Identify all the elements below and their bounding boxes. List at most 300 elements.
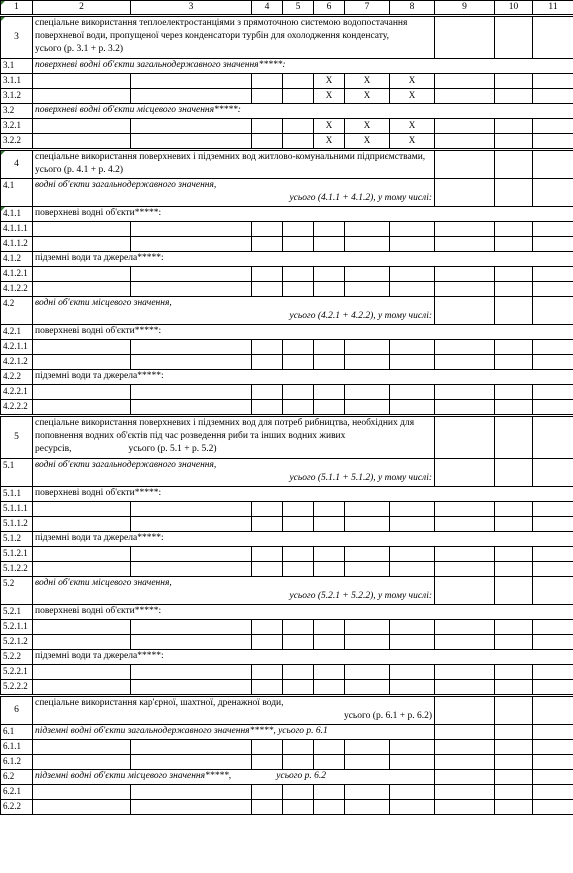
cell-2[interactable]	[33, 785, 131, 800]
cell-7[interactable]	[345, 340, 390, 355]
cell-11[interactable]	[533, 577, 573, 605]
cell-3[interactable]	[131, 562, 252, 577]
row-number: 4.2.2.2	[1, 400, 33, 416]
cell-4[interactable]	[252, 502, 283, 517]
cell-10[interactable]	[495, 119, 533, 134]
cell-11[interactable]	[533, 400, 573, 416]
cell-10[interactable]	[495, 502, 533, 517]
cell-6[interactable]	[314, 547, 345, 562]
cell-8[interactable]	[390, 517, 435, 532]
cell-7[interactable]	[345, 385, 390, 400]
cell-5[interactable]	[283, 517, 314, 532]
cell-3[interactable]	[131, 119, 252, 134]
cell-10[interactable]	[495, 355, 533, 370]
cell-11[interactable]	[533, 89, 573, 104]
cell-5[interactable]	[283, 665, 314, 680]
cell-7[interactable]	[345, 635, 390, 650]
cell-9[interactable]	[435, 282, 495, 297]
cell-9[interactable]	[435, 620, 495, 635]
cell-11[interactable]	[533, 517, 573, 532]
cell-3[interactable]	[131, 635, 252, 650]
cell-7[interactable]	[345, 222, 390, 237]
cell-4[interactable]	[252, 800, 283, 815]
col-header-7: 7	[345, 1, 390, 16]
cell-4[interactable]	[252, 385, 283, 400]
cell-2[interactable]	[33, 740, 131, 755]
cell-9[interactable]	[435, 222, 495, 237]
cell-10[interactable]	[495, 150, 533, 179]
cell-10[interactable]	[495, 755, 533, 770]
cell-3[interactable]	[131, 267, 252, 282]
row-number: 3	[1, 16, 33, 59]
cell-11[interactable]	[533, 740, 573, 755]
cell-5[interactable]	[283, 562, 314, 577]
row-number: 4.1.1.1	[1, 222, 33, 237]
cell-4[interactable]	[252, 222, 283, 237]
subsection-row-5.2.1	[1, 605, 573, 620]
cell-11[interactable]	[533, 16, 573, 59]
cell-9[interactable]	[435, 150, 495, 179]
cell-5[interactable]	[283, 635, 314, 650]
cell-11[interactable]	[533, 134, 573, 150]
cell-11[interactable]	[533, 297, 573, 325]
cell-11[interactable]	[533, 355, 573, 370]
cell-6[interactable]	[314, 267, 345, 282]
cell-9[interactable]	[435, 400, 495, 416]
cell-11[interactable]	[533, 680, 573, 696]
cell-8[interactable]	[390, 502, 435, 517]
row-number: 4.1	[1, 179, 33, 207]
cell-2[interactable]	[33, 400, 131, 416]
section-row-3	[1, 16, 573, 59]
row-number: 6.1.1	[1, 740, 33, 755]
x-mark: X	[345, 134, 390, 150]
cell-5[interactable]	[283, 547, 314, 562]
cell-5[interactable]	[283, 134, 314, 150]
cell-4[interactable]	[252, 355, 283, 370]
cell-2[interactable]	[33, 635, 131, 650]
cell-9[interactable]	[435, 755, 495, 770]
cell-8[interactable]	[390, 680, 435, 696]
row-number: 5.2.1.1	[1, 620, 33, 635]
cell-11[interactable]	[533, 150, 573, 179]
cell-9[interactable]	[435, 502, 495, 517]
cell-4[interactable]	[252, 267, 283, 282]
cell-10[interactable]	[495, 297, 533, 325]
cell-10[interactable]	[495, 89, 533, 104]
subsection-label: поверхневі водні об'єкти*****:	[33, 325, 573, 340]
cell-4[interactable]	[252, 785, 283, 800]
cell-2[interactable]	[33, 119, 131, 134]
cell-4[interactable]	[252, 89, 283, 104]
data-row-5.1.1.2	[1, 517, 573, 532]
cell-11[interactable]	[533, 785, 573, 800]
cell-10[interactable]	[495, 16, 533, 59]
cell-5[interactable]	[283, 800, 314, 815]
cell-3[interactable]	[131, 547, 252, 562]
cell-2[interactable]	[33, 665, 131, 680]
cell-11[interactable]	[533, 547, 573, 562]
cell-7[interactable]	[345, 620, 390, 635]
cell-6[interactable]	[314, 680, 345, 696]
cell-2[interactable]	[33, 547, 131, 562]
cell-5[interactable]	[283, 89, 314, 104]
cell-4[interactable]	[252, 340, 283, 355]
cell-8[interactable]	[390, 635, 435, 650]
data-row-3.1.1	[1, 74, 573, 89]
cell-2[interactable]	[33, 517, 131, 532]
cell-2[interactable]	[33, 355, 131, 370]
cell-9[interactable]	[435, 547, 495, 562]
cell-5[interactable]	[283, 74, 314, 89]
cell-8[interactable]	[390, 340, 435, 355]
cell-2[interactable]	[33, 680, 131, 696]
cell-10[interactable]	[495, 740, 533, 755]
cell-10[interactable]	[495, 416, 533, 459]
cell-9[interactable]	[435, 89, 495, 104]
cell-11[interactable]	[533, 416, 573, 459]
cell-9[interactable]	[435, 297, 495, 325]
cell-9[interactable]	[435, 740, 495, 755]
cell-10[interactable]	[495, 179, 533, 207]
cell-8[interactable]	[390, 237, 435, 252]
cell-5[interactable]	[283, 385, 314, 400]
cell-4[interactable]	[252, 635, 283, 650]
cell-8[interactable]	[390, 562, 435, 577]
cell-2[interactable]	[33, 385, 131, 400]
cell-10[interactable]	[495, 696, 533, 725]
cell-9[interactable]	[435, 355, 495, 370]
cell-9[interactable]	[435, 119, 495, 134]
cell-2[interactable]	[33, 267, 131, 282]
cell-9[interactable]	[435, 340, 495, 355]
data-row-6.1.1	[1, 740, 573, 755]
cell-3[interactable]	[131, 800, 252, 815]
cell-9[interactable]	[435, 179, 495, 207]
cell-9[interactable]	[435, 696, 495, 725]
cell-10[interactable]	[495, 635, 533, 650]
cell-2[interactable]	[33, 755, 131, 770]
cell-10[interactable]	[495, 785, 533, 800]
cell-11[interactable]	[533, 282, 573, 297]
subsection-label-text: підземні водні об'єкти місцевого значення*****,	[35, 771, 232, 781]
cell-9[interactable]	[435, 267, 495, 282]
cell-9[interactable]	[435, 459, 495, 487]
row-number: 4.2.1.1	[1, 340, 33, 355]
cell-8[interactable]	[390, 665, 435, 680]
col-header-3: 3	[131, 1, 252, 16]
cell-7[interactable]	[345, 267, 390, 282]
cell-3[interactable]	[131, 755, 252, 770]
cell-11[interactable]	[533, 502, 573, 517]
cell-8[interactable]	[390, 222, 435, 237]
cell-7[interactable]	[345, 547, 390, 562]
cell-11[interactable]	[533, 179, 573, 207]
cell-7[interactable]	[345, 502, 390, 517]
cell-10[interactable]	[495, 680, 533, 696]
cell-7[interactable]	[345, 785, 390, 800]
cell-4[interactable]	[252, 134, 283, 150]
cell-2[interactable]	[33, 562, 131, 577]
subsection-total: усього (4.2.1 + 4.2.2), у тому числі:	[289, 311, 432, 321]
cell-9[interactable]	[435, 16, 495, 59]
cell-3[interactable]	[131, 134, 252, 150]
cell-9[interactable]	[435, 800, 495, 815]
cell-8[interactable]	[390, 800, 435, 815]
cell-11[interactable]	[533, 459, 573, 487]
cell-2[interactable]	[33, 800, 131, 815]
cell-11[interactable]	[533, 340, 573, 355]
cell-10[interactable]	[495, 400, 533, 416]
subsection-row-4.2.2	[1, 370, 573, 385]
cell-3[interactable]	[131, 785, 252, 800]
cell-8[interactable]	[390, 740, 435, 755]
cell-10[interactable]	[495, 800, 533, 815]
cell-6[interactable]	[314, 400, 345, 416]
cell-2[interactable]	[33, 282, 131, 297]
cell-6[interactable]	[314, 237, 345, 252]
cell-3[interactable]	[131, 222, 252, 237]
row-number: 6.2.2	[1, 800, 33, 815]
cell-4[interactable]	[252, 562, 283, 577]
subsection-label: підземні води та джерела*****:	[33, 532, 573, 547]
cell-10[interactable]	[495, 770, 533, 785]
cell-8[interactable]	[390, 267, 435, 282]
cell-5[interactable]	[283, 222, 314, 237]
cell-10[interactable]	[495, 665, 533, 680]
cell-7[interactable]	[345, 237, 390, 252]
section-description	[33, 416, 435, 459]
cell-10[interactable]	[495, 134, 533, 150]
cell-6[interactable]	[314, 800, 345, 815]
row-number: 4.2.2	[1, 370, 33, 385]
cell-8[interactable]	[390, 282, 435, 297]
cell-10[interactable]	[495, 577, 533, 605]
cell-5[interactable]	[283, 502, 314, 517]
cell-3[interactable]	[131, 340, 252, 355]
cell-10[interactable]	[495, 562, 533, 577]
cell-11[interactable]	[533, 620, 573, 635]
cell-6[interactable]	[314, 785, 345, 800]
x-mark: X	[390, 74, 435, 89]
cell-11[interactable]	[533, 119, 573, 134]
row-number: 5.2	[1, 577, 33, 605]
cell-2[interactable]	[33, 89, 131, 104]
cell-10[interactable]	[495, 517, 533, 532]
subsection-row-5.1.2	[1, 532, 573, 547]
subsection-label-text: водні об'єкти загальнодержавного значення,	[35, 180, 217, 190]
cell-6[interactable]	[314, 755, 345, 770]
row-number: 5.2.2.1	[1, 665, 33, 680]
subsection-row-3.1	[1, 59, 573, 74]
cell-5[interactable]	[283, 740, 314, 755]
cell-10[interactable]	[495, 725, 533, 740]
cell-5[interactable]	[283, 400, 314, 416]
cell-9[interactable]	[435, 74, 495, 89]
cell-8[interactable]	[390, 547, 435, 562]
cell-6[interactable]	[314, 340, 345, 355]
cell-4[interactable]	[252, 400, 283, 416]
cell-11[interactable]	[533, 800, 573, 815]
cell-3[interactable]	[131, 620, 252, 635]
cell-7[interactable]	[345, 680, 390, 696]
cell-4[interactable]	[252, 740, 283, 755]
cell-7[interactable]	[345, 665, 390, 680]
subsection-label: підземні води та джерела*****:	[33, 370, 573, 385]
cell-11[interactable]	[533, 770, 573, 785]
cell-7[interactable]	[345, 800, 390, 815]
cell-10[interactable]	[495, 547, 533, 562]
cell-9[interactable]	[435, 770, 495, 785]
cell-5[interactable]	[283, 785, 314, 800]
cell-10[interactable]	[495, 74, 533, 89]
cell-4[interactable]	[252, 680, 283, 696]
cell-4[interactable]	[252, 547, 283, 562]
cell-7[interactable]	[345, 562, 390, 577]
row-number: 5.1.2.2	[1, 562, 33, 577]
cell-7[interactable]	[345, 400, 390, 416]
cell-6[interactable]	[314, 502, 345, 517]
cell-7[interactable]	[345, 282, 390, 297]
subsection-row-4.2	[1, 297, 573, 325]
cell-11[interactable]	[533, 222, 573, 237]
cell-9[interactable]	[435, 562, 495, 577]
cell-11[interactable]	[533, 385, 573, 400]
cell-4[interactable]	[252, 755, 283, 770]
subsection-row-4.2.1	[1, 325, 573, 340]
cell-3[interactable]	[131, 74, 252, 89]
cell-9[interactable]	[435, 385, 495, 400]
cell-8[interactable]	[390, 755, 435, 770]
cell-4[interactable]	[252, 74, 283, 89]
subsection-row-4.1.1	[1, 207, 573, 222]
cell-5[interactable]	[283, 282, 314, 297]
cell-2[interactable]	[33, 222, 131, 237]
cell-7[interactable]	[345, 740, 390, 755]
cell-6[interactable]	[314, 562, 345, 577]
cell-11[interactable]	[533, 562, 573, 577]
cell-5[interactable]	[283, 680, 314, 696]
cell-10[interactable]	[495, 267, 533, 282]
cell-10[interactable]	[495, 340, 533, 355]
cell-3[interactable]	[131, 665, 252, 680]
cell-2[interactable]	[33, 502, 131, 517]
subsection-label: підземні водні об'єкти загальнодержавного значення*****, усього р. 6.1	[33, 725, 435, 740]
cell-9[interactable]	[435, 725, 495, 740]
cell-4[interactable]	[252, 665, 283, 680]
section-total: усього (р. 5.1 + р. 5.2)	[128, 444, 217, 454]
cell-6[interactable]	[314, 222, 345, 237]
cell-8[interactable]	[390, 620, 435, 635]
cell-3[interactable]	[131, 517, 252, 532]
cell-9[interactable]	[435, 665, 495, 680]
cell-9[interactable]	[435, 577, 495, 605]
cell-5[interactable]	[283, 340, 314, 355]
cell-4[interactable]	[252, 282, 283, 297]
cell-5[interactable]	[283, 355, 314, 370]
cell-10[interactable]	[495, 222, 533, 237]
cell-11[interactable]	[533, 725, 573, 740]
cell-4[interactable]	[252, 517, 283, 532]
cell-10[interactable]	[495, 385, 533, 400]
cell-3[interactable]	[131, 400, 252, 416]
cell-9[interactable]	[435, 785, 495, 800]
cell-4[interactable]	[252, 237, 283, 252]
cell-11[interactable]	[533, 635, 573, 650]
cell-2[interactable]	[33, 134, 131, 150]
cell-4[interactable]	[252, 119, 283, 134]
cell-6[interactable]	[314, 740, 345, 755]
cell-2[interactable]	[33, 237, 131, 252]
cell-7[interactable]	[345, 355, 390, 370]
cell-2[interactable]	[33, 340, 131, 355]
row-number: 3.1.1	[1, 74, 33, 89]
data-row-6.1.2	[1, 755, 573, 770]
cell-6[interactable]	[314, 282, 345, 297]
cell-6[interactable]	[314, 665, 345, 680]
cell-5[interactable]	[283, 620, 314, 635]
cell-11[interactable]	[533, 696, 573, 725]
cell-6[interactable]	[314, 635, 345, 650]
cell-9[interactable]	[435, 680, 495, 696]
cell-5[interactable]	[283, 755, 314, 770]
cell-7[interactable]	[345, 755, 390, 770]
cell-3[interactable]	[131, 355, 252, 370]
cell-6[interactable]	[314, 517, 345, 532]
cell-8[interactable]	[390, 385, 435, 400]
cell-3[interactable]	[131, 89, 252, 104]
cell-3[interactable]	[131, 680, 252, 696]
cell-8[interactable]	[390, 355, 435, 370]
cell-3[interactable]	[131, 282, 252, 297]
cell-11[interactable]	[533, 267, 573, 282]
row-number: 3.2.2	[1, 134, 33, 150]
cell-8[interactable]	[390, 400, 435, 416]
cell-3[interactable]	[131, 237, 252, 252]
cell-5[interactable]	[283, 237, 314, 252]
cell-5[interactable]	[283, 267, 314, 282]
cell-6[interactable]	[314, 385, 345, 400]
cell-7[interactable]	[345, 517, 390, 532]
cell-6[interactable]	[314, 355, 345, 370]
cell-9[interactable]	[435, 635, 495, 650]
cell-9[interactable]	[435, 517, 495, 532]
cell-3[interactable]	[131, 385, 252, 400]
cell-3[interactable]	[131, 502, 252, 517]
cell-10[interactable]	[495, 237, 533, 252]
cell-8[interactable]	[390, 785, 435, 800]
cell-10[interactable]	[495, 459, 533, 487]
cell-10[interactable]	[495, 282, 533, 297]
cell-9[interactable]	[435, 237, 495, 252]
cell-4[interactable]	[252, 620, 283, 635]
cell-9[interactable]	[435, 416, 495, 459]
cell-3[interactable]	[131, 740, 252, 755]
section-text: спеціальне використання теплоелектростанціями з прямоточною системою водопостачання поверхневої води, пропущеної через конденсатори турбін для охолодження конденсату,	[35, 18, 408, 41]
subsection-total: усього (5.1.1 + 5.1.2), у тому числі:	[289, 473, 432, 483]
cell-11[interactable]	[533, 755, 573, 770]
cell-10[interactable]	[495, 620, 533, 635]
cell-2[interactable]	[33, 620, 131, 635]
cell-11[interactable]	[533, 237, 573, 252]
col-header-1: 1	[1, 1, 33, 16]
cell-11[interactable]	[533, 74, 573, 89]
cell-6[interactable]	[314, 620, 345, 635]
cell-5[interactable]	[283, 119, 314, 134]
cell-2[interactable]	[33, 74, 131, 89]
cell-11[interactable]	[533, 665, 573, 680]
cell-9[interactable]	[435, 134, 495, 150]
